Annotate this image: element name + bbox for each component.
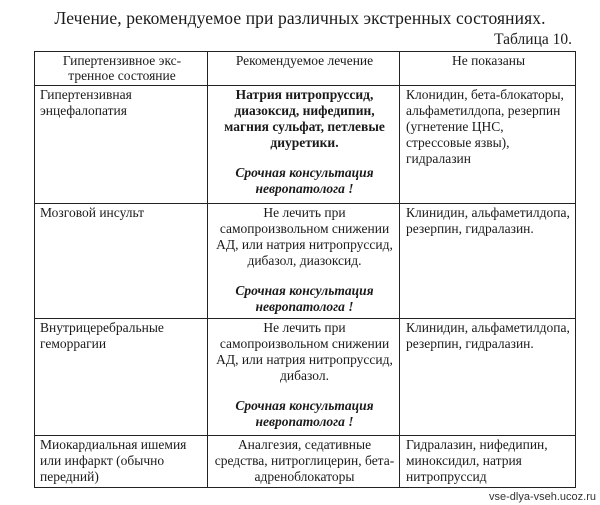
site-watermark: vse-dlya-vseh.ucoz.ru xyxy=(489,491,596,503)
treatment-cell xyxy=(208,204,400,319)
condition-cell: Мозговой инсульт xyxy=(35,204,208,319)
contraindicated-cell: Клинидин, альфаметилдопа, резерпин, гидралазин. xyxy=(400,319,576,436)
treatment-cell xyxy=(208,319,400,436)
header-contraindicated: Не показаны xyxy=(400,52,576,86)
contraindicated-cell: Клонидин, бета-блокаторы, альфаметилдопа, резерпин (угнетение ЦНС, стрессовые язвы), гидралазин xyxy=(400,86,576,204)
contraindicated-cell: Гидралазин, нифедипин, миноксидил, натрия нитропруссид xyxy=(400,436,576,488)
consult-note: Срочная консультация невропатолога ! xyxy=(235,283,374,314)
document-title: Лечение, рекомендуемое при различных экстренных состояниях. xyxy=(54,8,546,28)
condition-cell: Внутрицеребральные геморрагии xyxy=(35,319,208,436)
contraindicated-cell: Клинидин, альфаметилдопа, резерпин, гидралазин. xyxy=(400,204,576,319)
treatment-text: Натрия нитропруссид, диазоксид, нифедипин, магния сульфат, петлевые диуретики. xyxy=(224,87,385,150)
table-number: Таблица 10. xyxy=(494,31,572,48)
header-treatment: Рекомендуемое лечение xyxy=(208,52,400,86)
treatment-cell: Аналгезия, седативные средства, нитроглицерин, бета-адреноблокаторы xyxy=(208,436,400,488)
table-header-row xyxy=(35,52,576,86)
treatment-cell xyxy=(208,86,400,204)
consult-note: Срочная консультация невропатолога ! xyxy=(235,165,374,196)
table-row xyxy=(35,86,576,204)
header-condition: Гипертензивное экс-тренное состояние xyxy=(35,52,208,86)
treatment-text: Не лечить при самопроизвольном снижении АД, или натрия нитропруссид, дибазол. xyxy=(216,320,393,383)
treatment-table xyxy=(34,51,576,488)
condition-cell: Гипертензивная энцефалопатия xyxy=(35,86,208,204)
table-row xyxy=(35,436,576,488)
table-row xyxy=(35,319,576,436)
condition-cell: Миокардиальная ишемия или инфаркт (обычно передний) xyxy=(35,436,208,488)
consult-note: Срочная консультация невропатолога ! xyxy=(235,398,374,429)
table-row xyxy=(35,204,576,319)
treatment-text: Не лечить при самопроизвольном снижении АД, или натрия нитропруссид, дибазол, диазоксид. xyxy=(216,205,393,268)
